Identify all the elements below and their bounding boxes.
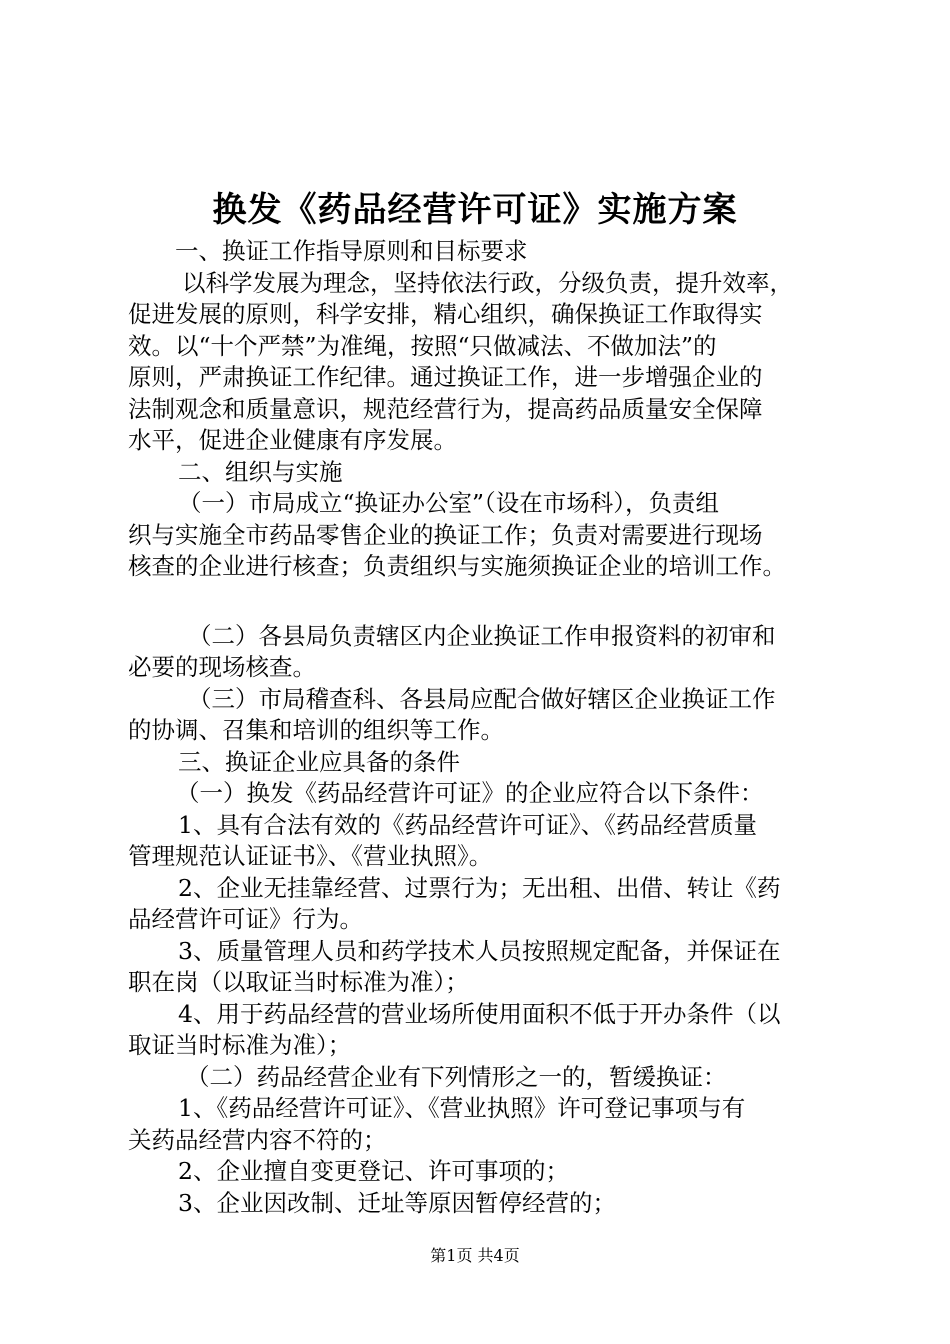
- paragraph-line: 促进发展的原则，科学安排，精心组织，确保换证工作取得实: [128, 300, 763, 328]
- paragraph-line: 职在岗（以取证当时标准为准）；: [128, 968, 469, 996]
- paragraph-line: （一）换发《药品经营许可证》的企业应符合以下条件：: [176, 779, 764, 807]
- paragraph-line: 核查的企业进行核查；负责组织与实施须换证企业的培训工作。: [128, 552, 786, 580]
- document-body: [128, 236, 853, 1219]
- paragraph-line: （一）市局成立“换证办公室”（设在市场科），负责组: [178, 489, 720, 517]
- paragraph-line: 2、企业擅自变更登记、许可事项的；: [178, 1157, 569, 1185]
- paragraph-line: 4、用于药品经营的营业场所使用面积不低于开办条件（以: [178, 999, 781, 1028]
- paragraph-line: 的协调、召集和培训的组织等工作。: [128, 716, 504, 744]
- section-heading-3: 三、换证企业应具备的条件: [178, 747, 460, 776]
- paragraph-line: （二）药品经营企业有下列情形之一的，暂缓换证：: [186, 1062, 727, 1091]
- paragraph-line: 法制观念和质量意识，规范经营行为，提高药品质量安全保障: [128, 394, 763, 423]
- paragraph-line: 3、企业因改制、迁址等原因暂停经营的；: [178, 1188, 616, 1217]
- paragraph-line: （二）各县局负责辖区内企业换证工作申报资料的初审和: [188, 621, 776, 650]
- paragraph-line: 必要的现场核查。: [128, 653, 316, 681]
- paragraph-line: 1、《药品经营许可证》、《营业执照》许可登记事项与有: [178, 1094, 746, 1122]
- paragraph-line: 2、企业无挂靠经营、过票行为；无出租、出借、转让《药: [178, 873, 781, 902]
- paragraph-line: 3、质量管理人员和药学技术人员按照规定配备，并保证在: [178, 936, 781, 965]
- blank-line: [128, 583, 853, 621]
- paragraph-line: 效。以“十个严禁”为准绳，按照“只做减法、不做加法”的: [128, 331, 717, 360]
- page-number: 第1页 共4页: [430, 1246, 520, 1265]
- document-title: 换发《药品经营许可证》实施方案: [212, 190, 738, 230]
- paragraph-line: 织与实施全市药品零售企业的换证工作；负责对需要进行现场: [128, 520, 763, 549]
- paragraph-line: 水平，促进企业健康有序发展。: [128, 426, 457, 454]
- paragraph-line: 以科学发展为理念，坚持依法行政，分级负责，提升效率，: [182, 268, 793, 297]
- paragraph-line: 取证当时标准为准）；: [128, 1031, 352, 1059]
- paragraph-line: （三）市局稽查科、各县局应配合做好辖区企业换证工作: [188, 684, 776, 713]
- section-heading-1: 一、换证工作指导原则和目标要求: [175, 237, 528, 265]
- paragraph-line: 管理规范认证证书》、《营业执照》。: [128, 842, 493, 870]
- paragraph-line: 原则，严肃换证工作纪律。通过换证工作，进一步增强企业的: [128, 363, 763, 391]
- section-heading-2: 二、组织与实施: [178, 457, 343, 486]
- paragraph-line: 关药品经营内容不符的；: [128, 1125, 387, 1154]
- paragraph-line: 1、具有合法有效的《药品经营许可证》、《药品经营质量: [178, 810, 757, 839]
- paragraph-line: 品经营许可证》行为。: [128, 905, 363, 933]
